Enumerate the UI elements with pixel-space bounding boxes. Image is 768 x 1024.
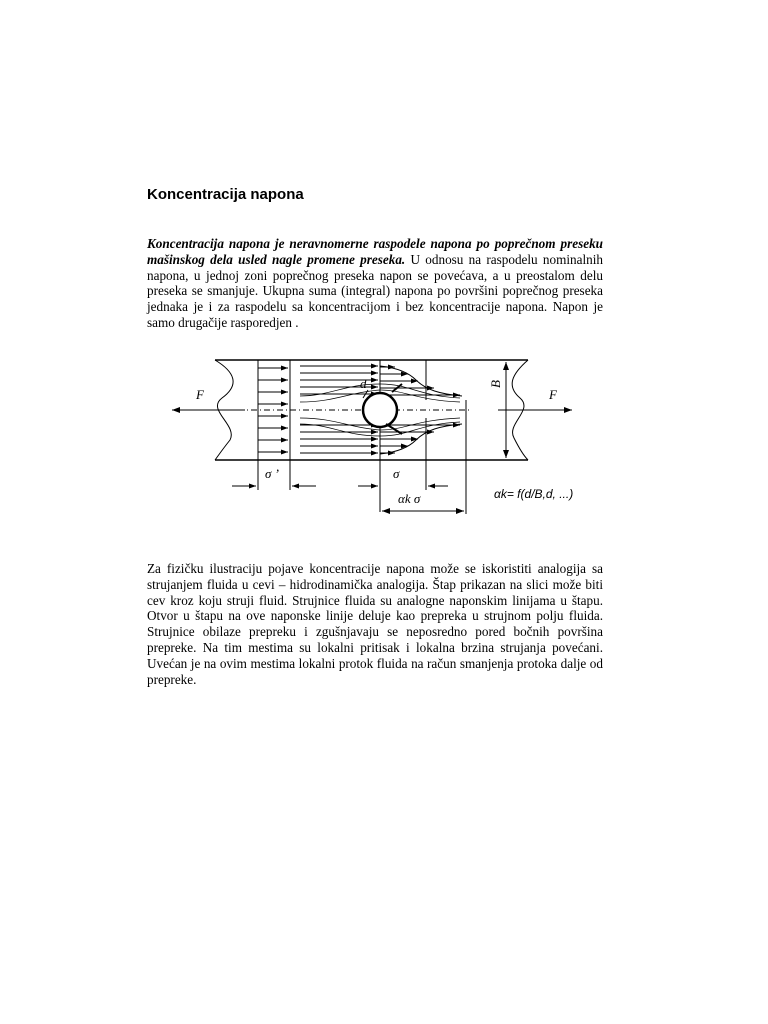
intro-paragraph-body: U odnosu na raspodelu nominalnih napona, u jednoj zoni poprečnog preseka napon se povećava, a u preostalom delu preseka se smanjuje. Ukupna suma (integral) napona po površini poprečnog preseka jednaka je i za raspodelu sa koncentracijom i bez koncentracije napona. Napon je samo drugačije rasporedjen . <box>147 251 603 330</box>
hole-circle <box>363 393 397 427</box>
nominal-stress-label: σ ’ <box>265 466 279 481</box>
force-label-right: F <box>549 387 557 402</box>
stress-label: σ <box>393 466 400 481</box>
force-label-left: F <box>196 387 204 402</box>
width-label: B <box>488 380 503 388</box>
section-heading: Koncentracija napona <box>147 186 304 203</box>
diameter-label: d <box>360 376 367 391</box>
peak-stress-label: αk σ <box>398 491 421 506</box>
analogy-paragraph: Za fizičku ilustraciju pojave koncentracije napona može se iskoristiti analogija sa strujanjem fluida u cevi – hidrodinamička analogija. Štap prikazan na slici može biti cev kroz koju struji fluid. Strujnice fluida su analogne naponskim linijama u štapu. Otvor u štapu na ove naponske linije deluje kao prepreka u strujnom polju fluida. Strujnice obilaze prepreku i zgušnjavaju se neposredno pored bočnih površina prepreke. Na tim mestima su lokalni pritisak i lokalna brzina strujanja povećani. Uvećan je na ovim mestima lokalni protok fluida na račun smanjenja protoka dalje od prepreke. <box>147 561 603 687</box>
definition-lead: Koncentracija napona je neravnomerne raspodele napona po poprečnom preseku mašinskog dela usled nagle promene preseka. <box>147 236 603 267</box>
section-lines <box>258 360 426 512</box>
concentration-factor-formula: αk= f(d/B,d, ...) <box>494 487 574 501</box>
